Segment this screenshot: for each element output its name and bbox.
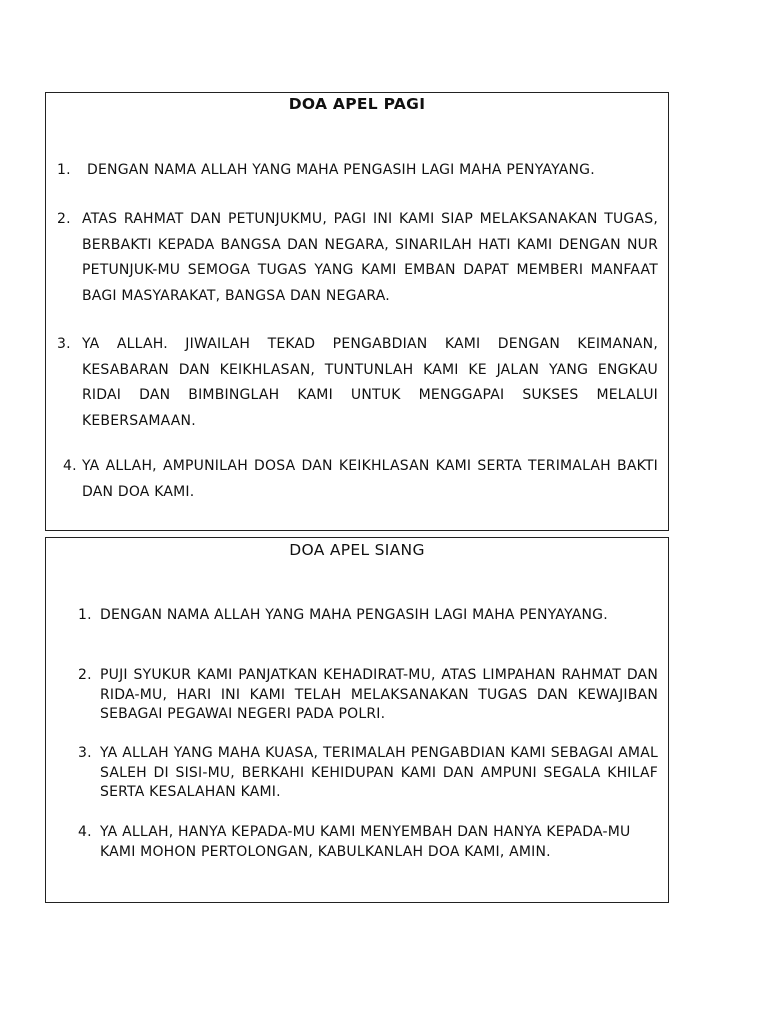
item-text: DENGAN NAMA ALLAH YANG MAHA PENGASIH LAGI MAHA PENYAYANG. (100, 607, 608, 623)
list-item (63, 454, 658, 505)
item-number: 3. (78, 745, 92, 761)
list-item (78, 666, 658, 725)
list-item (57, 207, 658, 309)
item-number: 4. (78, 824, 92, 840)
item-text: PUJI SYUKUR KAMI PANJATKAN KEHADIRAT-MU, ATAS LIMPAHAN RAHMAT DAN RIDA-MU, HARI INI KAMI TELAH MELAKSANAKAN TUGAS DAN KEWAJIBAN SEBAGAI PEGAWAI NEGERI PADA POLRI. (100, 667, 658, 722)
item-text: YA ALLAH YANG MAHA KUASA, TERIMALAH PENGABDIAN KAMI SEBAGAI AMAL SALEH DI SISI-MU, BERKAHI KEHIDUPAN KAMI DAN AMPUNI SEGALA KHILAF SERTA KESALAHAN KAMI. (100, 745, 658, 800)
list-item (57, 158, 657, 184)
item-text: YA ALLAH, HANYA KEPADA-MU KAMI MENYEMBAH DAN HANYA KEPADA-MU KAMI MOHON PERTOLONGAN, KABULKANLAH DOA KAMI, AMIN. (100, 824, 631, 860)
item-text: YA ALLAH. JIWAILAH TEKAD PENGABDIAN KAMI DENGAN KEIMANAN, KESABARAN DAN KEIKHLASAN, TUNTUNLAH KAMI KE JALAN YANG ENGKAU RIDAI DAN BIMBINGLAH KAMI UNTUK MENGGAPAI SUKSES MELALUI KEBERSAMAAN. (82, 336, 658, 429)
doa-apel-pagi-title: DOA APEL PAGI (288, 95, 426, 113)
list-item (78, 606, 658, 626)
list-item (78, 744, 658, 803)
item-text: DENGAN NAMA ALLAH YANG MAHA PENGASIH LAGI MAHA PENYAYANG. (87, 162, 595, 178)
item-number: 2. (57, 211, 71, 227)
list-item (78, 823, 658, 862)
item-number: 4. (63, 458, 77, 474)
item-number: 1. (78, 607, 92, 623)
item-number: 3. (57, 336, 71, 352)
doa-apel-pagi-box (45, 92, 669, 531)
item-text: ATAS RAHMAT DAN PETUNJUKMU, PAGI INI KAMI SIAP MELAKSANAKAN TUGAS, BERBAKTI KEPADA BANGSA DAN NEGARA, SINARILAH HATI KAMI DENGAN NUR PETUNJUK-MU SEMOGA TUGAS YANG KAMI EMBAN DAPAT MEMBERI MANFAAT BAGI MASYARAKAT, BANGSA DAN NEGARA. (82, 211, 658, 304)
doa-apel-siang-title: DOA APEL SIANG (289, 541, 425, 559)
item-number: 2. (78, 667, 92, 683)
list-item (57, 332, 658, 434)
doa-apel-siang-box (45, 537, 669, 903)
item-text: YA ALLAH, AMPUNILAH DOSA DAN KEIKHLASAN KAMI SERTA TERIMALAH BAKTI DAN DOA KAMI. (82, 458, 658, 500)
item-number: 1. (57, 162, 71, 178)
